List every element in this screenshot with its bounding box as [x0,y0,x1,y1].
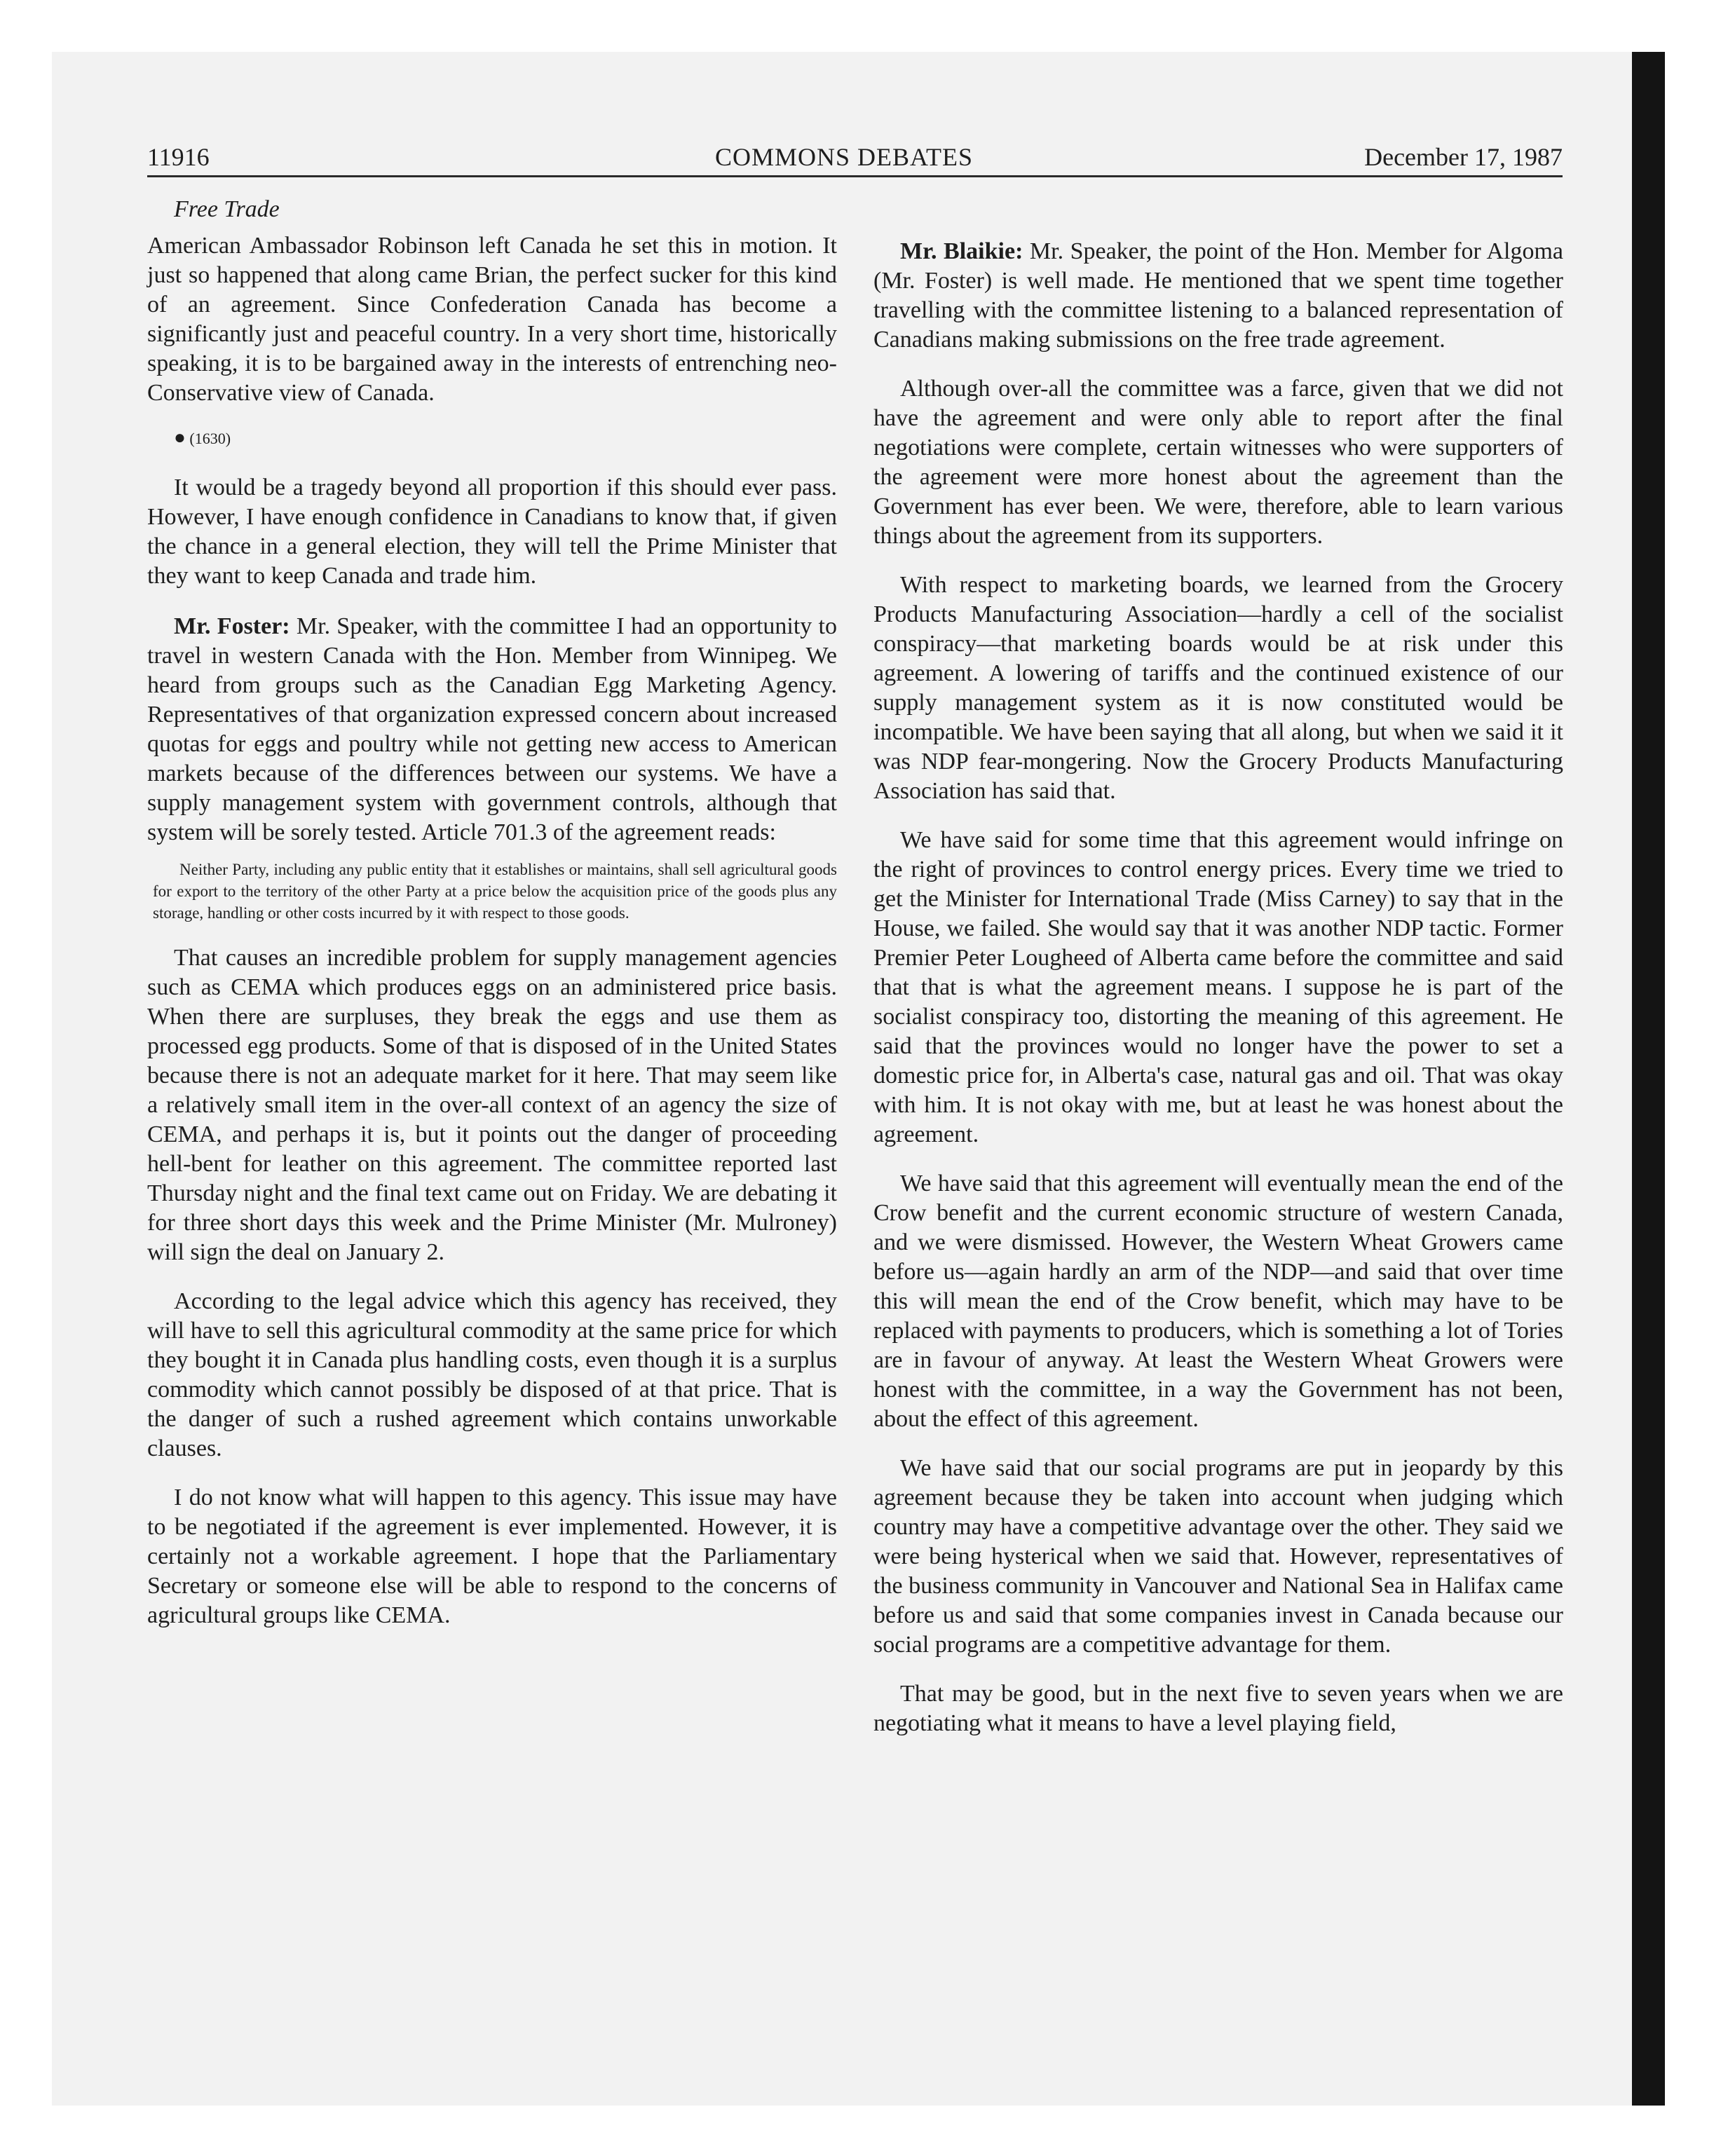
paragraph: It would be a tragedy beyond all proportion if this should ever pass. However, I have enough confidence in Canadians to know that, if given the chance in a general election, they will tell the Prime Minister that they want to keep Canada and trade him. [147,475,837,589]
paragraph [147,612,837,847]
left-column [147,195,837,1630]
paragraph-text: Mr. Speaker, with the committee I had an opportunity to travel in western Canada with the Hon. Member from Winnipeg. We heard from groups such as the Canadian Egg Marketing Agency. Representatives of that organization expressed concern about increased quotas for eggs and poultry while not getting new access to American markets because of the differences between our systems. We have a supply management system with government controls, although that system will be sorely tested. Article 701.3 of the agreement reads: [147,613,838,845]
paragraph-text: Mr. Speaker, the point of the Hon. Member for Algoma (Mr. Foster) is well made. He mentioned that we spent time together travelling with the committee listening to a balanced representation of Canadians making submissions on the free trade agreement. [873,238,1563,353]
paragraph: That causes an incredible problem for supply management agencies such as CEMA which produces eggs on an administered price basis. When there are surpluses, they break the eggs and use them as processed egg products. Some of that is disposed of in the United States because there is not an adequate market for it here. That may seem like a relatively small item in the over-all context of an agency the size of CEMA, and perhaps it is, but it points out the danger of proceeding hell-bent for leather on this agreement. The committee reported last Thursday night and the final text came out on Friday. We are debating it for three short days this week and the Prime Minister (Mr. Mulroney) will sign the deal on January 2. [147,945,837,1265]
paragraph: According to the legal advice which this agency has received, they will have to sell this agricultural commodity at the same price for which they bought it in Canada plus handling costs, even though it is a surplus commodity which cannot possibly be disposed of at that price. That is the danger of such a rushed agreement which contains unworkable clauses. [147,1288,837,1461]
right-column [873,237,1563,1738]
header-rule [147,175,1563,177]
paragraph [873,237,1563,355]
scan-binding-edge [1632,52,1665,2106]
paragraph: That may be good, but in the next five to seven years when we are negotiating what it means to have a level playing field, [873,1681,1563,1736]
paragraph: American Ambassador Robinson left Canada he set this in motion. It just so happened that along came Brian, the perfect sucker for this kind of an agreement. Since Confederation Canada has become a significantly just and peaceful country. In a very short time, historically speaking, it is to be bargained away in the interests of entrenching neo-Conservative view of Canada. [147,233,837,406]
speaker-name: Mr. Foster: [174,613,290,639]
paragraph: I do not know what will happen to this agency. This issue may have to be negotiated if the agreement is ever implemented. However, it is certainly not a workable agreement. I hope that the Parliamentary Secretary or someone else will be able to respond to the concerns of agricultural groups like CEMA. [147,1485,837,1628]
speaker-name: Mr. Blaikie: [900,238,1023,264]
bullet-icon: ● [174,427,186,449]
publication-date: December 17, 1987 [1364,143,1563,171]
time-marker [147,428,837,449]
paragraph: We have said for some time that this agreement would infringe on the right of provinces to control energy prices. Every time we tried to get the Minister for International Trade (Miss Carney) to say that in the House, we failed. She would say that it was another NDP tactic. Former Premier Peter Lougheed of Alberta came before the committee and said that that is what the agreement means. I suppose he is part of the socialist conspiracy too, distorting the meaning of this agreement. He said that the provinces would no longer have the power to set a domestic price for, in Alberta's case, natural gas and oil. That was okay with him. It is not okay with me, but at least he was honest about the agreement. [873,827,1563,1147]
page-number: 11916 [147,143,210,171]
paragraph: We have said that our social programs are put in jeopardy by this agreement because they be taken into account when judging which country may have a competitive advantage over the other. They said we were being hysterical when we said that. However, representatives of the business community in Vancouver and National Sea in Halifax came before us and said that some companies invest in Canada because our social programs are a competitive advantage for them. [873,1455,1563,1658]
paragraph: We have said that this agreement will eventually mean the end of the Crow benefit and the current economic structure of western Canada, and we were dismissed. However, the Western Wheat Growers came before us—again hardly an arm of the NDP—and said that over time this will mean the end of the Crow benefit, which may have to be replaced with payments to producers, which is something a lot of Tories are in favour of anyway. At least the Western Wheat Growers were honest with the committee, in a way the Government has not been, about the effect of this agreement. [873,1171,1563,1432]
section-subhead: Free Trade [174,196,280,222]
time-marker-text: (1630) [189,430,231,447]
block-quote: Neither Party, including any public entity that it establishes or maintains, shall sell agricultural goods for export to the territory of the other Party at a price below the acquisition price of the goods plus any storage, handling or other costs incurred by it with respect to those goods. [153,861,837,922]
paragraph: With respect to marketing boards, we learned from the Grocery Products Manufacturing Association—hardly a cell of the socialist conspiracy—that marketing boards would be at risk under this agreement. A lowering of tariffs and the continued existence of our supply management system as it is now constituted would be incompatible. We have been saying that all along, but when we said it it was NDP fear-mongering. Now the Grocery Products Manufacturing Association has said that. [873,572,1563,804]
publication-title: COMMONS DEBATES [715,143,974,171]
paragraph: Although over-all the committee was a farce, given that we did not have the agreement and were only able to report after the final negotiations were complete, certain witnesses who were supporters of the agreement were more honest about the agreement than the Government has ever been. We were, therefore, able to learn various things about the agreement from its supporters. [873,376,1563,549]
